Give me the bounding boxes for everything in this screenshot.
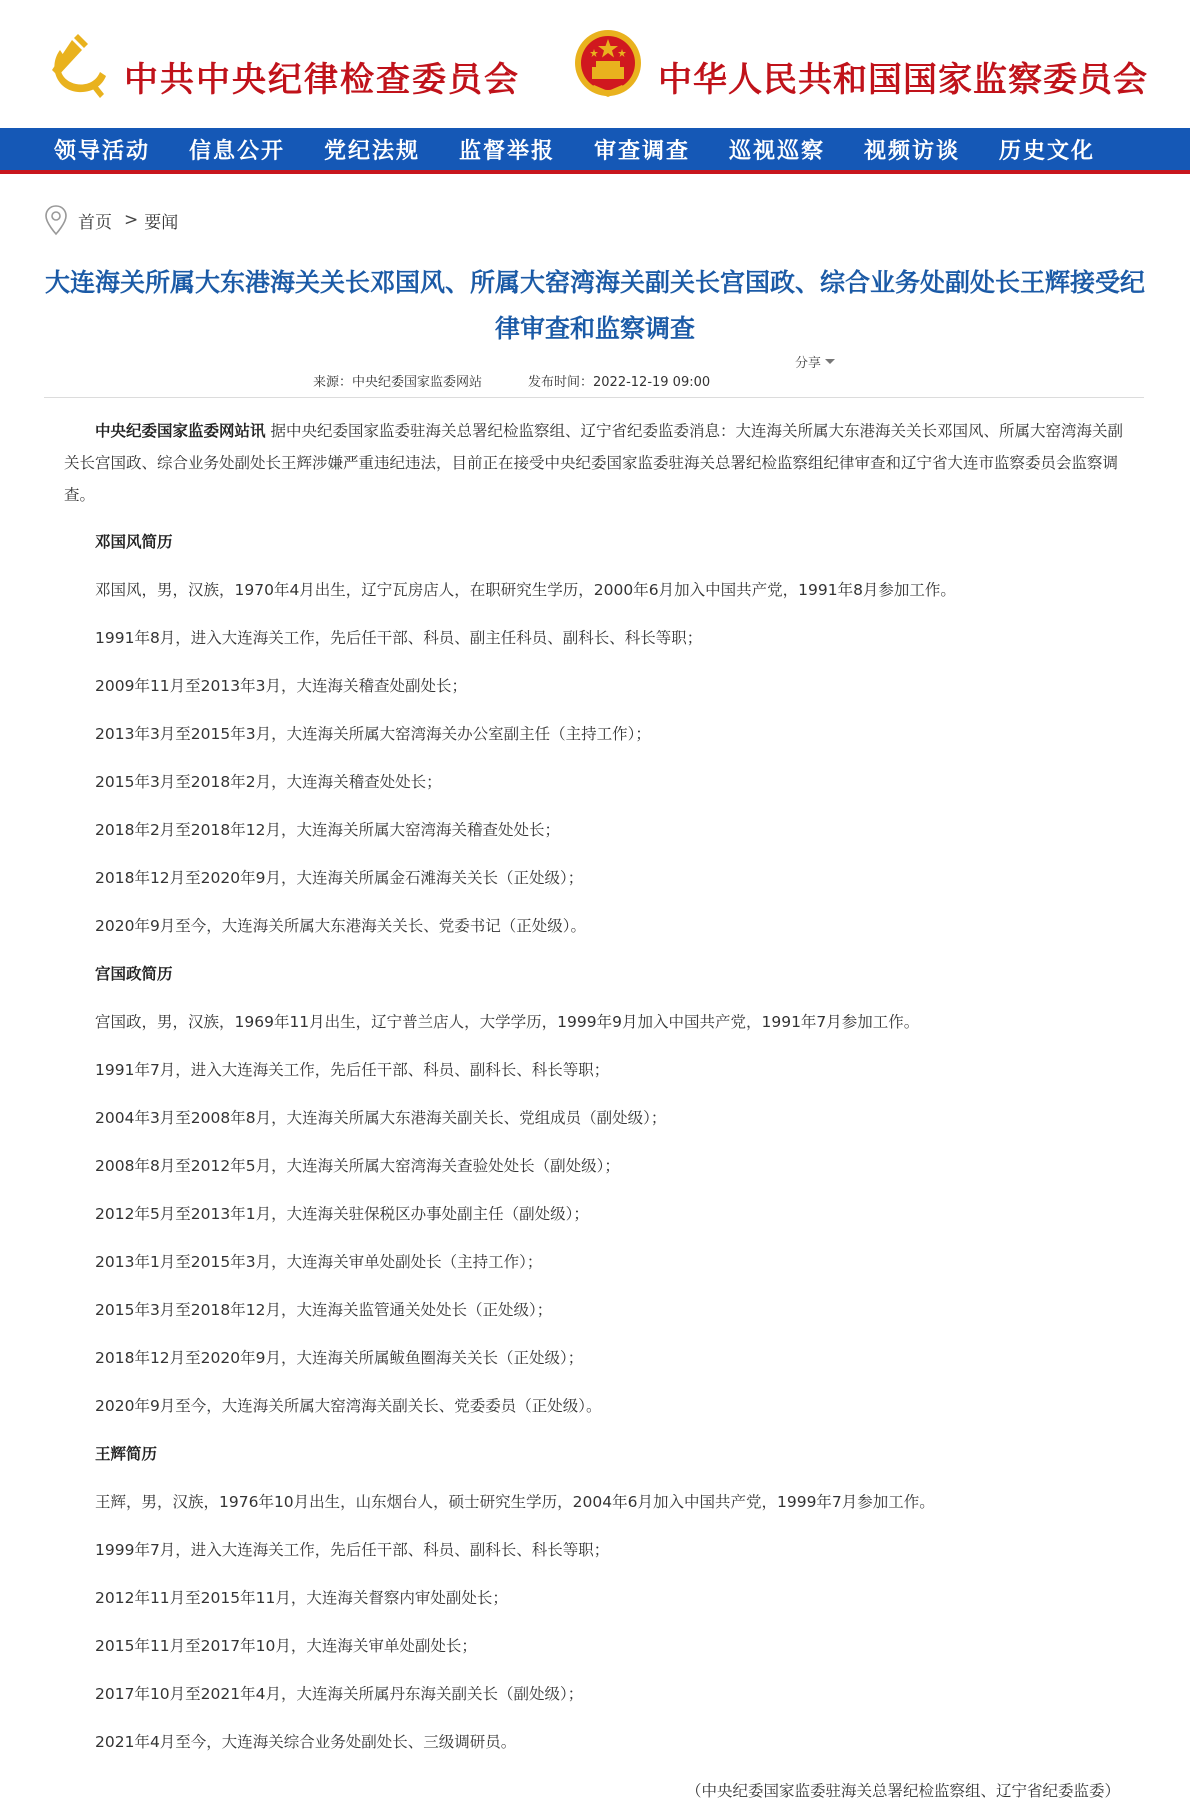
- nav-item-report[interactable]: 监督举报: [459, 137, 556, 164]
- breadcrumb-home-link[interactable]: 首页: [78, 212, 112, 233]
- bio-line: 2012年5月至2013年1月，大连海关驻保税区办事处副主任（副处级）；: [95, 1205, 589, 1223]
- bio-line: 2018年2月至2018年12月，大连海关所属大窑湾海关稽查处处长；: [95, 821, 560, 839]
- lead-source-label: 中央纪委国家监委网站讯: [95, 422, 266, 440]
- nav-item-inspection[interactable]: 巡视巡察: [729, 137, 826, 164]
- site-header: [0, 0, 1190, 128]
- lead-paragraph: [64, 415, 1130, 511]
- bio-line: 1999年7月，进入大连海关工作，先后任干部、科员、副科长、科长等职；: [95, 1541, 610, 1559]
- nav-item-info-disclosure[interactable]: 信息公开: [189, 137, 286, 164]
- article-publish-time: 发布时间：2022-12-19 09:00: [528, 375, 711, 390]
- breadcrumb-current[interactable]: 要闻: [144, 212, 179, 233]
- bio-line: 2012年11月至2015年11月，大连海关督察内审处副处长；: [95, 1589, 508, 1607]
- nav-item-video-interviews[interactable]: 视频访谈: [864, 137, 961, 164]
- bio-line: 2013年3月至2015年3月，大连海关所属大窑湾海关办公室副主任（主持工作）；: [95, 725, 651, 743]
- article-title: 大连海关所属大东港海关关长邓国风、所属大窑湾海关副关长宫国政、综合业务处副处长王辉接受纪律审查和监察调查: [44, 268, 1145, 343]
- nav-item-leadership[interactable]: 领导活动: [54, 137, 151, 164]
- main-nav: [0, 128, 1190, 174]
- breadcrumb: [44, 205, 178, 235]
- article-source: 来源：中央纪委国家监委网站: [313, 375, 483, 390]
- bio-line: 王辉，男，汉族，1976年10月出生，山东烟台人，硕士研究生学历，2004年6月加入中国共产党，1999年7月参加工作。: [95, 1493, 935, 1511]
- bio-line: 2018年12月至2020年9月，大连海关所属鲅鱼圈海关关长（正处级）；: [95, 1349, 584, 1367]
- supervision-commission-title[interactable]: 中华人民共和国国家监察委员会: [658, 60, 1148, 100]
- bio-line: 2020年9月至今，大连海关所属大窑湾海关副关长、党委委员（正处级）。: [95, 1397, 602, 1415]
- bio-line: 1991年7月，进入大连海关工作，先后任干部、科员、副科长、科长等职；: [95, 1061, 610, 1079]
- nav-item-party-regulations[interactable]: 党纪法规: [324, 137, 421, 164]
- bio-line: 2015年3月至2018年12月，大连海关监管通关处处长（正处级）；: [95, 1301, 553, 1319]
- nav-item-history[interactable]: 历史文化: [999, 137, 1096, 164]
- nav-item-investigation[interactable]: 审查调查: [594, 137, 691, 164]
- bio-line: 2009年11月至2013年3月，大连海关稽查处副处长；: [95, 677, 467, 695]
- chevron-down-icon: [825, 359, 835, 364]
- article-credit: （中央纪委国家监委驻海关总署纪检监察组、辽宁省纪委监委）: [686, 1782, 1121, 1800]
- divider: [44, 397, 1144, 398]
- location-pin-icon: [44, 204, 68, 236]
- bio-line: 2004年3月至2008年8月，大连海关所属大东港海关副关长、党组成员（副处级）；: [95, 1109, 667, 1127]
- lead-text: 据中央纪委国家监委驻海关总署纪检监察组、辽宁省纪委监委消息：大连海关所属大东港海关关长邓国风、所属大窑湾海关副关长宫国政、综合业务处副处长王辉涉嫌严重违纪违法，目前正在接受中央纪委国家监委驻海关总署纪检监察组纪律审查和辽宁省大连市监察委员会监察调查。: [64, 422, 1123, 504]
- bio-line: 2015年11月至2017年10月，大连海关审单处副处长；: [95, 1637, 477, 1655]
- bio-line: 宫国政，男，汉族，1969年11月出生，辽宁普兰店人，大学学历，1999年9月加入中国共产党，1991年7月参加工作。: [95, 1013, 920, 1031]
- bio-heading: 宫国政简历: [95, 965, 173, 983]
- bio-heading: 王辉简历: [95, 1445, 158, 1463]
- bio-line: 2018年12月至2020年9月，大连海关所属金石滩海关关长（正处级）；: [95, 869, 584, 887]
- bio-line: 2020年9月至今，大连海关所属大东港海关关长、党委书记（正处级）。: [95, 917, 587, 935]
- bio-line: 2015年3月至2018年2月，大连海关稽查处处长；: [95, 773, 442, 791]
- cpc-commission-title[interactable]: 中共中央纪律检查委员会: [124, 60, 520, 100]
- party-emblem-icon[interactable]: [44, 28, 112, 100]
- breadcrumb-separator: >: [124, 210, 139, 230]
- bio-heading: 邓国风简历: [95, 533, 173, 551]
- bio-line: 2021年4月至今，大连海关综合业务处副处长、三级调研员。: [95, 1733, 517, 1751]
- bio-line: 1991年8月，进入大连海关工作，先后任干部、科员、副主任科员、副科长、科长等职；: [95, 629, 703, 647]
- bio-line: 2013年1月至2015年3月，大连海关审单处副处长（主持工作）；: [95, 1253, 543, 1271]
- bio-line: 邓国风，男，汉族，1970年4月出生，辽宁瓦房店人，在职研究生学历，2000年6月加入中国共产党，1991年8月参加工作。: [95, 581, 956, 599]
- share-label: 分享: [795, 356, 822, 371]
- bio-line: 2017年10月至2021年4月，大连海关所属丹东海关副关长（副处级）；: [95, 1685, 584, 1703]
- bio-line: 2008年8月至2012年5月，大连海关所属大窑湾海关查验处处长（副处级）；: [95, 1157, 620, 1175]
- national-emblem-icon[interactable]: [572, 27, 644, 103]
- article-body: [64, 415, 1130, 1766]
- share-button[interactable]: [795, 352, 835, 371]
